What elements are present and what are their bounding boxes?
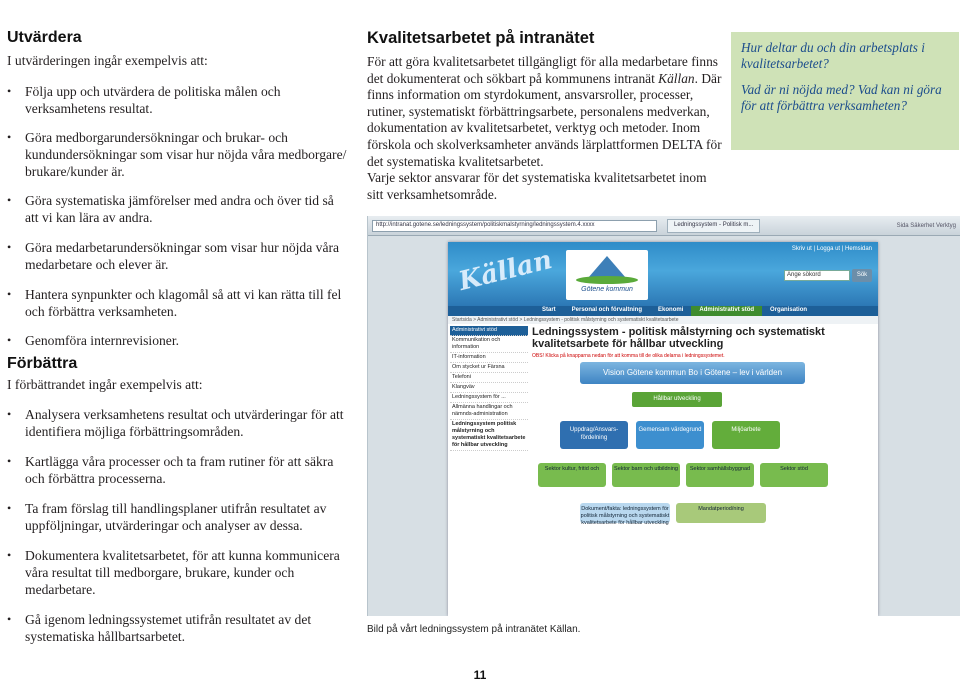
callout-question-2: Vad är ni nöjda med? Vad kan ni göra för att förbättra verksamheten? bbox=[741, 82, 942, 113]
nav-administrativt-stod: Administrativt stöd bbox=[691, 306, 762, 316]
gotene-logo bbox=[566, 250, 648, 300]
list-item: • Göra medborgarundersökningar och brukar- och kundundersökningar som visar hur nöjda våra medborgare/ brukare/kunder är. bbox=[7, 129, 347, 180]
address-bar: http://intranat.gotene.se/ledningssystem/politiskmalstyrning/ledningssystem.4.xxxx bbox=[372, 220, 657, 232]
sector-button: Sektor barn och utbildning bbox=[612, 463, 680, 487]
page-number: 11 bbox=[473, 668, 487, 682]
row-three-buttons bbox=[560, 421, 872, 449]
heading-intranatet: Kvalitetsarbetet på intranätet bbox=[367, 29, 595, 47]
intranet-sidebar bbox=[450, 326, 528, 451]
para-text: För att göra kvalitetsarbetet tillgängligt för alla medarbetare finns det dokumenterat och sökbart på kommunens intranät bbox=[367, 54, 719, 86]
search-button: Sök bbox=[852, 269, 872, 282]
list-item: • Ta fram förslag till handlingsplaner utifrån resultatet av uppföljningar, utvärderingar och analyser av dessa. bbox=[7, 500, 347, 534]
paragraph-sektor: Varje sektor ansvarar för det systematiska kvalitetsarbetet inom sitt verksamhetsområde. bbox=[367, 170, 707, 202]
list-item: • Analysera verksamhetens resultat och utvärderingar för att identifiera möjliga förbättringsområden. bbox=[7, 406, 347, 440]
breadcrumb: Startsida > Administrativt stöd > Ledningssystem - politisk målstyrning och systematiskt kvalitetsarbete bbox=[448, 316, 878, 324]
sidebar-item: Ledningssystem för ... bbox=[450, 393, 528, 403]
sidebar-item: IT-information bbox=[450, 353, 528, 363]
sidebar-item: Allmänna handlingar och nämnds-administration bbox=[450, 403, 528, 420]
vardegrund-button: Gemensam värdegrund bbox=[636, 421, 704, 449]
heading-forbattra: Förbättra bbox=[7, 355, 78, 372]
intranet-page-title: Ledningssystem - politisk målstyrning och systematiskt kvalitetsarbete för hållbar utveckling bbox=[532, 326, 825, 350]
intro-forbattra: I förbättrandet ingår exempelvis att: bbox=[7, 377, 203, 392]
row-document-buttons bbox=[580, 503, 872, 526]
logo-roof-icon bbox=[588, 256, 626, 278]
list-utvardera bbox=[7, 83, 347, 349]
uppdrag-button: Uppdrag/Ansvars-fördelning bbox=[560, 421, 628, 449]
hallbar-utveckling-button: Hållbar utveckling bbox=[632, 392, 722, 407]
list-item: • Följa upp och utvärdera de politiska målen och verksamhetens resultat. bbox=[7, 83, 347, 117]
list-item: • Dokumentera kvalitetsarbetet, för att kunna kommunicera våra resultat till medborgare, brukare, kunder och medarbetare. bbox=[7, 547, 347, 598]
paragraph-intranatet bbox=[367, 54, 722, 170]
list-item: • Göra systematiska jämförelser med andra och över tid så att vi kan lära av andra. bbox=[7, 192, 347, 226]
list-item: • Kartlägga våra processer och ta fram rutiner för att säkra och förbättra processerna. bbox=[7, 453, 347, 487]
sidebar-item: Ledningssystem politisk målstyrning och systematiskt kvalitetsarbete för hållbar utveckling bbox=[450, 420, 528, 451]
sidebar-item: Kommunikation och information bbox=[450, 336, 528, 353]
vision-banner: Vision Götene kommun Bo i Götene – lev i världen bbox=[580, 362, 805, 384]
callout-question-1: Hur deltar du och din arbetsplats i kvalitetsarbetet? bbox=[741, 40, 925, 71]
intranet-screenshot bbox=[367, 216, 960, 616]
nav-organisation: Organisation bbox=[770, 307, 808, 313]
list-forbattra bbox=[7, 406, 347, 645]
nav-ekonomi: Ekonomi bbox=[658, 307, 684, 313]
sidebar-item: Klangväv bbox=[450, 383, 528, 393]
document-button: Mandatperiod/ning bbox=[676, 503, 766, 523]
banner-kallan: Källan bbox=[455, 244, 556, 298]
list-item: • Göra medarbetarundersökningar som visar hur nöjda våra medarbetare och elever är. bbox=[7, 239, 347, 273]
kallan-italic: Källan bbox=[658, 70, 695, 86]
screenshot-caption: Bild på vårt ledningssystem på intranätet Källan. bbox=[367, 624, 581, 635]
nav-start: Start bbox=[542, 307, 556, 313]
intranet-banner bbox=[448, 242, 878, 306]
list-item: • Hantera synpunkter och klagomål så att vi kan rätta till fel och förbättra verksamheten. bbox=[7, 286, 347, 320]
sector-button: Sektor kultur, fritid och bbox=[538, 463, 606, 487]
obs-note: OBS! Klicka på knapparna nedan för att komma till de olika delarna i ledningssystemet. bbox=[532, 353, 725, 359]
browser-toolbar bbox=[368, 216, 960, 236]
sidebar-item: Telefoni bbox=[450, 373, 528, 383]
browser-tools: Sida Säkerhet Verktyg bbox=[896, 222, 956, 229]
search-input: Ange sökord bbox=[784, 270, 850, 281]
document-button: Dokument/fakta: ledningssystem för politisk målstyrning och systematiskt kvalitetsarbete för hållbar utveckling bbox=[580, 503, 670, 523]
browser-tab: Ledningssystem - Politisk m... bbox=[667, 219, 760, 233]
intranet-page bbox=[448, 242, 878, 616]
row-sector-buttons bbox=[538, 463, 872, 487]
nav-personal: Personal och förvaltning bbox=[571, 307, 643, 313]
list-item: • Genomföra internrevisioner. bbox=[7, 332, 347, 349]
sidebar-item: Om stycket ur Färsna bbox=[450, 363, 528, 373]
intranet-nav bbox=[448, 306, 878, 316]
heading-utvardera: Utvärdera bbox=[7, 29, 82, 46]
left-column bbox=[7, 28, 347, 645]
question-callout bbox=[731, 32, 959, 150]
sidebar-item: Administrativt stöd bbox=[450, 326, 528, 336]
logo-text: Götene kommun bbox=[581, 286, 633, 293]
sector-button: Sektor stöd bbox=[760, 463, 828, 487]
intro-utvardera: I utvärderingen ingår exempelvis att: bbox=[7, 53, 208, 68]
logo-field-icon bbox=[576, 276, 638, 284]
top-links: Skriv ut | Logga ut | Hemsidan bbox=[791, 246, 872, 252]
miljoarbete-button: Miljöarbete bbox=[712, 421, 780, 449]
sector-button: Sektor samhällsbyggnad bbox=[686, 463, 754, 487]
list-item: • Gå igenom ledningssystemet utifrån resultatet av det systematiska hållbartsarbetet. bbox=[7, 611, 347, 645]
intranet-content bbox=[532, 326, 872, 526]
middle-column bbox=[367, 28, 722, 203]
para-text: . Där finns information om styrdokument, ansvarsroller, processer, rutiner, systematiskt förbättringsarbete, personalens medverkan, dokumentation av kvalitetsarbetet, verktyg och metoder. Inom förskola och skolverksamheter används lärplattformen DELTA för det systematiska kvalitetsarbetet. bbox=[367, 70, 722, 169]
